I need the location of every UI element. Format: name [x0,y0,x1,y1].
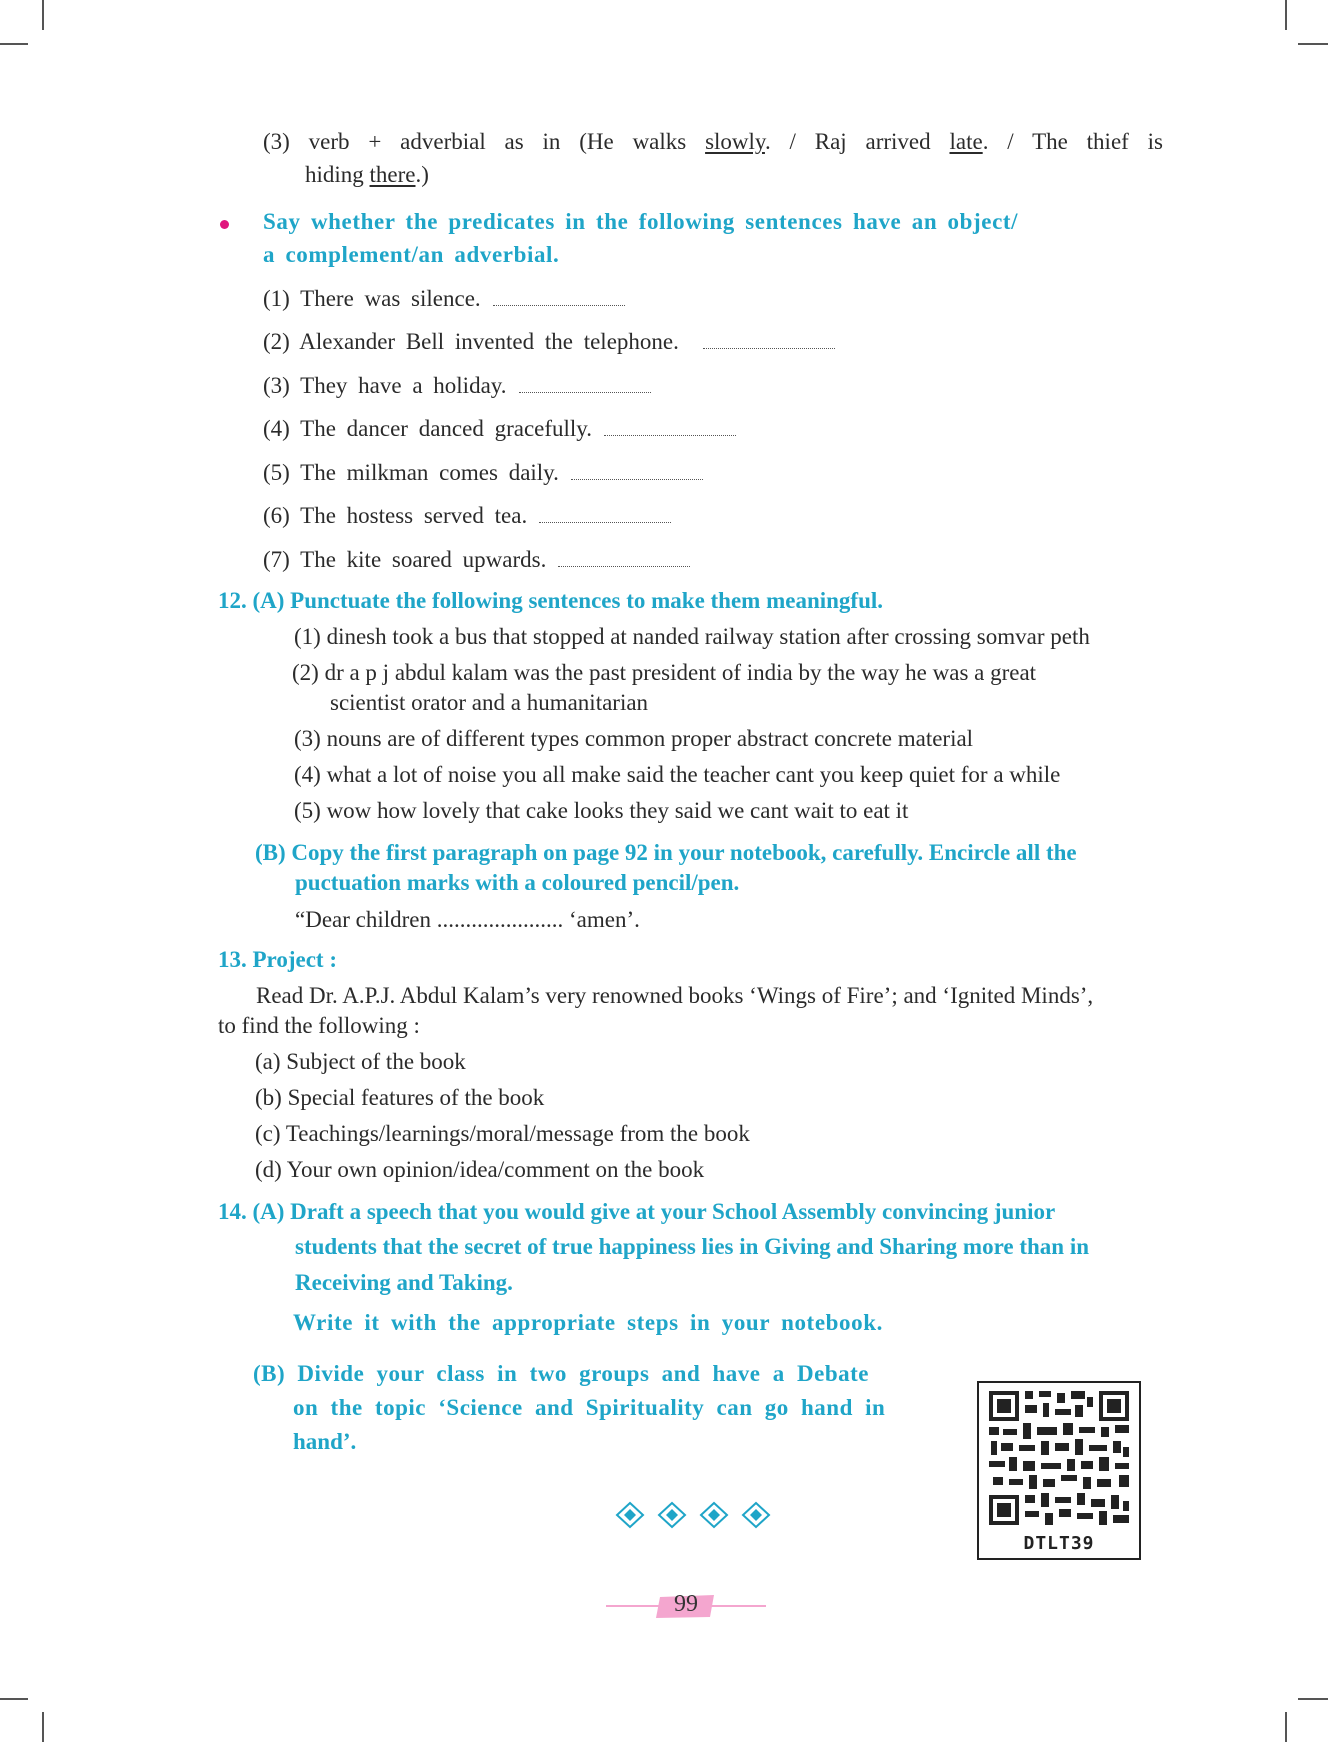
answer-blank [604,417,736,436]
qr-code[interactable] [977,1381,1141,1560]
crop-mark [0,43,28,45]
q12a-item: (3) nouns are of different types common proper abstract concrete material [294,726,974,751]
q12a-heading: 12. (A) Punctuate the following sentences to make them meaningful. [218,588,884,613]
crop-mark [1285,0,1287,30]
q14a-heading: 14. (A) Draft a speech that you would give at your School Assembly convincing junior [218,1199,1056,1224]
verb-adverbial-example-cont: hiding there.) [305,162,429,187]
q14b-heading: (B) Divide your class in two groups and have a Debate [253,1361,869,1386]
verb-adverbial-example: (3) verb + adverbial as in (He walks slowly. / Raj arrived late. / The thief is [263,129,1163,154]
q14a-heading-cont: Receiving and Taking. [295,1270,513,1295]
crop-mark [1298,43,1328,45]
q12b-quote: “Dear children ...................... ‘amen’. [295,907,640,932]
q12b-heading-cont: puctuation marks with a coloured pencil/pen. [295,870,740,895]
q13-item: (d) Your own opinion/idea/comment on the book [255,1157,705,1182]
bullet-icon [220,220,229,229]
q13-item: (c) Teachings/learnings/moral/message from the book [255,1121,750,1146]
predicate-sentence: (7) The kite soared upwards. [263,545,690,575]
answer-blank [558,548,690,567]
predicate-sentence: (1) There was silence. [263,284,625,314]
predicate-sentence: (2) Alexander Bell invented the telephone. [263,327,835,357]
q13-heading: 13. Project : [218,947,337,972]
crop-mark [42,1712,44,1742]
q13-item: (a) Subject of the book [255,1049,466,1074]
q13-intro-cont: to find the following : [218,1013,420,1038]
qr-code-label: DTLT39 [1023,1533,1095,1554]
predicate-sentence: (4) The dancer danced gracefully. [263,414,736,444]
crop-mark [42,0,44,30]
crop-mark [1298,1698,1328,1700]
predicate-sentence: (3) They have a holiday. [263,371,651,401]
q12a-item: (5) wow how lovely that cake looks they said we cant wait to eat it [294,798,909,823]
q14b-heading-cont: on the topic ‘Science and Spirituality can go hand in [293,1395,886,1420]
answer-blank [571,461,703,480]
q14a-heading-cont: students that the secret of true happiness lies in Giving and Sharing more than in [295,1234,1090,1259]
q12a-item: (4) what a lot of noise you all make said the teacher cant you keep quiet for a while [294,762,1061,787]
answer-blank [539,504,671,523]
crop-mark [1285,1712,1287,1742]
answer-blank [493,287,625,306]
q12a-item-cont: scientist orator and a humanitarian [330,690,649,715]
q13-item: (b) Special features of the book [255,1085,545,1110]
q14b-heading-cont: hand’. [293,1429,357,1454]
predicate-sentence: (6) The hostess served tea. [263,501,671,531]
predicate-sentence: (5) The milkman comes daily. [263,458,703,488]
answer-blank [703,330,835,349]
q12b-heading: (B) Copy the first paragraph on page 92 in your notebook, carefully. Encircle all the [255,840,1077,865]
crop-mark [0,1698,28,1700]
page-number-text: 99 [674,1591,698,1617]
q12a-item: (1) dinesh took a bus that stopped at nanded railway station after crossing somvar peth [294,624,1090,649]
qr-code-pattern-icon [979,1383,1139,1533]
q12a-item: (2) dr a p j abdul kalam was the past president of india by the way he was a great [292,660,1037,685]
answer-blank [519,374,651,393]
diamond-divider-icon [612,1500,782,1530]
predicates-instruction-cont: a complement/an adverbial. [263,242,560,267]
page-number [606,1589,766,1623]
q13-intro: Read Dr. A.P.J. Abdul Kalam’s very renowned books ‘Wings of Fire’; and ‘Ignited Minds’, [256,983,1094,1008]
predicates-instruction: Say whether the predicates in the following sentences have an object/ [263,209,1019,234]
q14a-instruction: Write it with the appropriate steps in your notebook. [293,1310,883,1335]
